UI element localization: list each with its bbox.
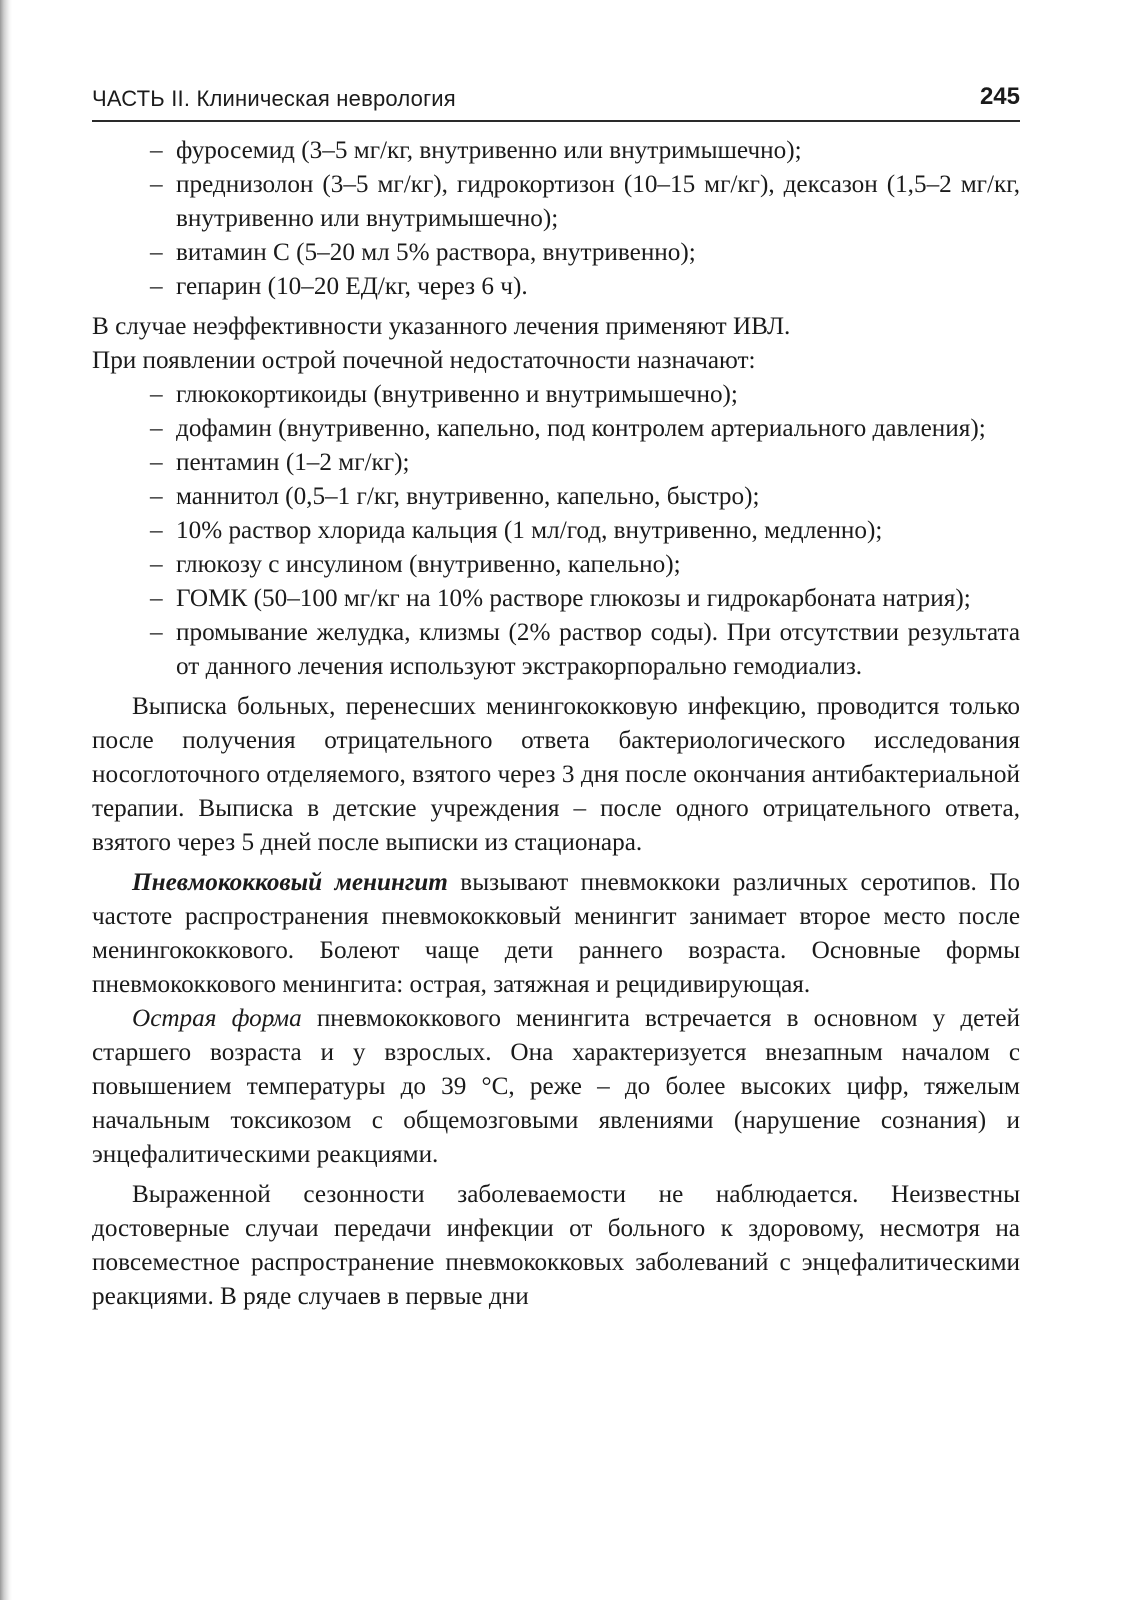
list-item: [92, 548, 1020, 582]
list-item-text: промывание желудка, клизмы (2% раствор соды). При отсутствии результата от данного лечения используют экстракорпорально гемодиализ.: [176, 619, 1020, 680]
dash-marker: –: [150, 483, 163, 510]
list-item-text: гепарин (10–20 ЕД/кг, через 6 ч).: [176, 273, 528, 300]
paragraph-discharge: Выписка больных, перенесших менингококковую инфекцию, проводится только после получения отрицательного ответа бактериологического исследования носоглоточного отделяемого, взятого через 3 дня после окончания антибактериальной терапии. Выписка в детские учреждения – после одного отрицательного ответа, взятого через 5 дней после выписки из стационара.: [92, 693, 1020, 856]
page-header: [92, 82, 1020, 122]
list-item: [92, 236, 1020, 270]
list-item: [92, 446, 1020, 480]
list-item-text: глюкокортикоиды (внутривенно и внутримышечно);: [176, 381, 738, 408]
dash-marker: –: [150, 273, 163, 300]
paragraph-text: пневмококкового менингита встречается в основном у детей старшего возраста и у взрослых. Она характеризуется внезапным началом с повышением температуры до 39 °С, реже – до более высоких цифр, тяжелым начальным токсикозом с общемозговыми явлениями (нарушение сознания) и энцефалитическими реакциями.: [92, 1005, 1020, 1168]
list-item: [92, 134, 1020, 168]
dash-marker: –: [150, 551, 163, 578]
list-item-text: глюкозу с инсулином (внутривенно, капельно);: [176, 551, 681, 578]
list-item: [92, 582, 1020, 616]
paragraph-pneumococcal-meningitis: [92, 866, 1020, 1002]
page-number: 245: [979, 83, 1020, 110]
dash-marker: –: [150, 585, 163, 612]
term-pneumococcal-meningitis: Пневмококковый менингит: [132, 869, 448, 896]
paragraph-renal-failure: При появлении острой почечной недостаточности назначают:: [92, 347, 756, 374]
dash-marker: –: [150, 415, 163, 442]
dash-marker: –: [150, 619, 163, 646]
list-item-text: фуросемид (3–5 мг/кг, внутривенно или внутримышечно);: [176, 137, 802, 164]
page-body: [92, 134, 1020, 1314]
dash-marker: –: [150, 137, 163, 164]
list-item: [92, 412, 1020, 446]
dash-marker: –: [150, 381, 163, 408]
treatment-list: [92, 134, 1020, 304]
paragraph-acute-form: [92, 1002, 1020, 1172]
paragraph-text: вызывают пневмоккоки различных серотипов. По частоте распространения пневмококковый менингит занимает второе место после менингококкового. Болеют чаще дети раннего возраста. Основные формы пневмококкового менингита: острая, затяжная и рецидивирующая.: [92, 869, 1021, 998]
paragraph-ivl: В случае неэффективности указанного лечения применяют ИВЛ.: [92, 313, 791, 340]
list-item: [92, 514, 1020, 548]
dash-marker: –: [150, 517, 163, 544]
dash-marker: –: [150, 239, 163, 266]
list-item: [92, 270, 1020, 304]
list-item-text: витамин С (5–20 мл 5% раствора, внутривенно);: [176, 239, 696, 266]
scan-edge-shadow: [0, 0, 12, 1600]
paragraph-seasonality: Выраженной сезонности заболеваемости не наблюдается. Неизвестны достоверные случаи передачи инфекции от больного к здоровому, несмотря на повсеместное распространение пневмококковых заболеваний с энцефалитическими реакциями. В ряде случаев в первые дни: [92, 1181, 1020, 1310]
renal-treatment-list: [92, 378, 1020, 684]
list-item: [92, 616, 1020, 684]
list-item-text: маннитол (0,5–1 г/кг, внутривенно, капельно, быстро);: [176, 483, 760, 510]
list-item-text: преднизолон (3–5 мг/кг), гидрокортизон (10–15 мг/кг), дексазон (1,5–2 мг/кг, внутривенно или внутримышечно);: [176, 171, 1020, 232]
list-item: [92, 480, 1020, 514]
running-head: ЧАСТЬ II. Клиническая неврология: [92, 86, 456, 111]
list-item: [92, 378, 1020, 412]
term-acute-form: Острая форма: [132, 1005, 302, 1032]
list-item-text: пентамин (1–2 мг/кг);: [176, 449, 410, 476]
list-item-text: дофамин (внутривенно, капельно, под контролем артериального давления);: [176, 415, 986, 442]
list-item: [92, 168, 1020, 236]
dash-marker: –: [150, 171, 163, 198]
list-item-text: 10% раствор хлорида кальция (1 мл/год, внутривенно, медленно);: [176, 517, 883, 544]
dash-marker: –: [150, 449, 163, 476]
list-item-text: ГОМК (50–100 мг/кг на 10% растворе глюкозы и гидрокарбоната натрия);: [176, 585, 971, 612]
